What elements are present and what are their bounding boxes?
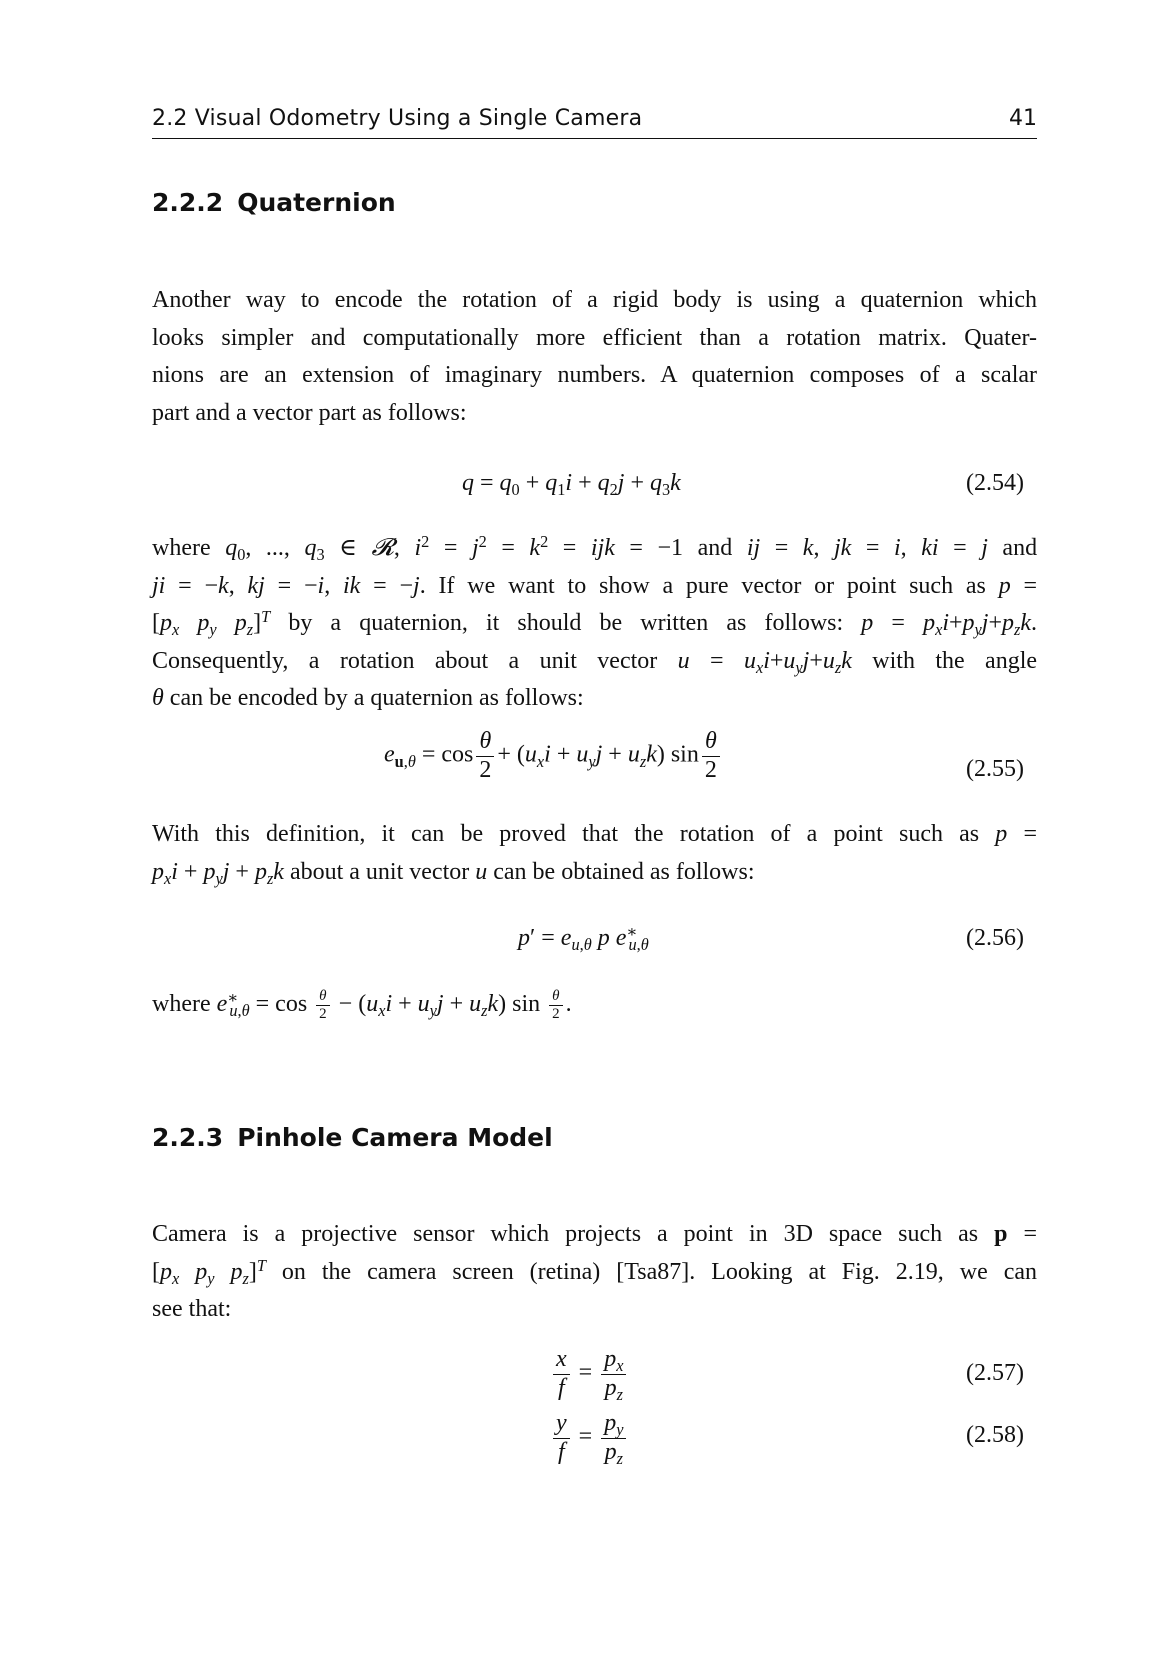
equation-number: (2.58) — [966, 1422, 1024, 1448]
text-line: see that: — [152, 1296, 232, 1322]
paragraph-pinhole-intro — [152, 1216, 1037, 1329]
text-line: nions are an extension of imaginary numbers. A quaternion composes of a scalar — [152, 362, 1037, 388]
text-line: $p_xi + p_yj + p_zk$ about a unit vector u can be obtained as follows: — [152, 858, 755, 888]
equation-number: (2.55) — [966, 756, 1024, 782]
section-heading-pinhole — [152, 1123, 553, 1152]
running-header — [152, 102, 1037, 139]
text-line: part and a vector part as follows: — [152, 399, 467, 426]
text-line: With this definition, it can be proved that the rotation of a point such as p = — [152, 821, 1037, 847]
text-line: [$p_x$ $p_y$ $p_z]^T$ on the camera screen (retina) [Tsa87]. Looking at Fig. 2.19, we can — [152, 1255, 1038, 1288]
equation-2-55: $e_{u,\theta} = \cos$ $\frac{\theta}{2}$ + $(u_xi + u_yj + u_zk)$ sin $\frac{\theta}{2}$ — [384, 728, 723, 784]
word: where — [152, 535, 211, 561]
text-fragment: Consequently, a rotation about a unit vector — [152, 647, 658, 674]
section-number: 2.2.2 — [152, 188, 224, 217]
text-line: where $e^∗_{u,\theta} = \cos$ $\frac{\theta}{2}$ − $(u_xi + u_yj + u_zk)$ sin $\frac{\theta}{2}$ . — [152, 987, 572, 1022]
text-fragment: . If we want to show a pure vector or point such as — [419, 572, 986, 599]
equation-number: (2.54) — [966, 470, 1024, 496]
text-fragment: can be obtained as follows: — [493, 858, 755, 885]
text-line: ji = −k, kj = −i, ik = −j. If we want to show a pure vector or point such as p = — [152, 572, 1038, 599]
text-fragment: with the angle — [872, 647, 1038, 674]
text-fragment: on the camera screen (retina) [Tsa87]. Looking at Fig. 2.19, we can — [281, 1258, 1038, 1285]
section-title: Pinhole Camera Model — [237, 1123, 553, 1152]
text-fragment: by a quaternion, it should be written as follows: — [288, 610, 844, 636]
section-heading-quaternion — [152, 188, 396, 217]
text-fragment: can be encoded by a quaternion as follows: — [169, 685, 584, 711]
text-line: looks simpler and computationally more efficient than a rotation matrix. Quater- — [152, 324, 1037, 351]
equation-2-57: $\frac{x}{f}$ = $\frac{p_x}{p_z}$ — [550, 1346, 629, 1402]
text-line: Consequently, a rotation about a unit vector $u = u_xi+u_yj+u_zk$ with the angle — [152, 647, 1038, 677]
text-line: Another way to encode the rotation of a rigid body is using a quaternion which — [152, 287, 1037, 313]
equation-2-56: $p' = e_{u,\theta}$ p $e^∗_{u,\theta}$ — [518, 921, 649, 955]
word: and — [697, 535, 733, 561]
word: and — [1002, 535, 1038, 561]
section-number: 2.2.3 — [152, 1123, 224, 1152]
section-title: Quaternion — [237, 188, 396, 217]
paragraph-conjugate-definition — [152, 986, 1037, 1024]
text-fragment: With this definition, it can be proved that the rotation of a point such as — [152, 821, 980, 847]
page-number: 41 — [1009, 106, 1037, 131]
paragraph-rotation-point — [152, 816, 1037, 891]
running-title: 2.2 Visual Odometry Using a Single Camera — [152, 106, 643, 131]
text-line: where $q_0$, ..., $q_3$ ∈ 𝓡, $i^2 = j^2 = k^2$ = ijk = −1 and ij = k, jk = i, ki = j and — [152, 531, 1038, 565]
word: where — [152, 991, 211, 1017]
paragraph-quaternion-intro — [152, 282, 1037, 432]
equation-number: (2.57) — [966, 1360, 1024, 1386]
text-line: [$p_x$ $p_y$ $p_z]^T$ by a quaternion, it should be written as follows: $p = p_xi+p_yj+p_zk$. — [152, 606, 1038, 640]
paragraph-quaternion-definitions — [152, 530, 1037, 718]
text-line: Camera is a projective sensor which projects a point in 3D space such as p = — [152, 1221, 1037, 1247]
equation-2-54: $q = q_0 + q_1i + q_2j + q_3k$ — [462, 470, 681, 500]
equation-2-58: $\frac{y}{f}$ = $\frac{p_y}{p_z}$ — [550, 1410, 629, 1466]
text-fragment: Camera is a projective sensor which projects a point in 3D space such as — [152, 1221, 979, 1247]
equation-number: (2.56) — [966, 925, 1024, 951]
text-line: θ can be encoded by a quaternion as follows: — [152, 685, 584, 711]
text-fragment: about a unit vector — [289, 858, 470, 885]
